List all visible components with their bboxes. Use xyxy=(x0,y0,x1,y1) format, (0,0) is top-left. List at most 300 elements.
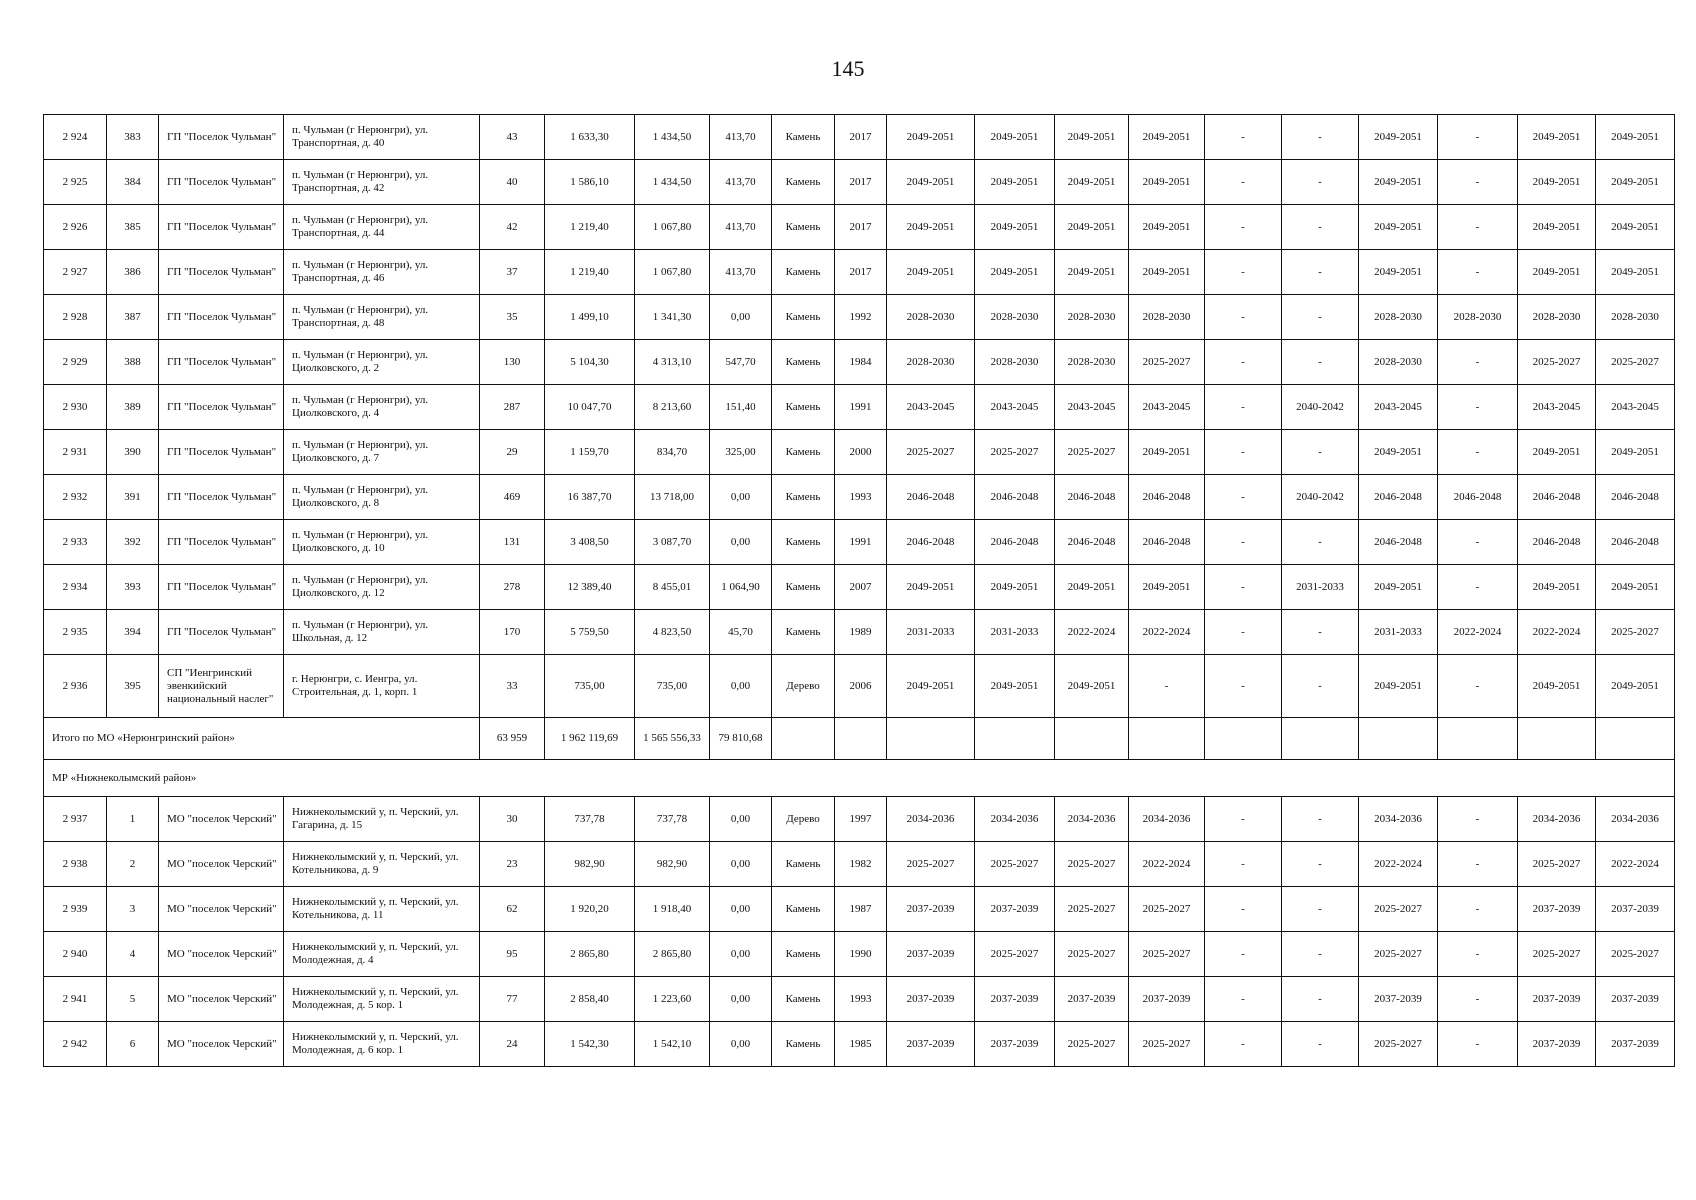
table-cell: Нижнеколымский у, п. Черский, ул. Котельникова, д. 9 xyxy=(284,842,480,887)
table-cell: 45,70 xyxy=(710,610,772,655)
table-cell: 2025-2027 xyxy=(1129,1022,1205,1067)
table-cell: 2028-2030 xyxy=(1359,295,1438,340)
table-cell: г. Нерюнгри, с. Иенгра, ул. Строительная, д. 1, корп. 1 xyxy=(284,655,480,718)
table-cell: 2025-2027 xyxy=(975,842,1055,887)
table-cell: ГП "Поселок Чульман" xyxy=(159,295,284,340)
table-cell: Камень xyxy=(772,115,835,160)
table-cell: 2025-2027 xyxy=(1055,1022,1129,1067)
table-cell: 2049-2051 xyxy=(887,565,975,610)
table-cell: Камень xyxy=(772,520,835,565)
table-cell: Камень xyxy=(772,977,835,1022)
table-cell: 1 434,50 xyxy=(635,115,710,160)
table-cell: - xyxy=(1205,430,1282,475)
table-cell: - xyxy=(1205,115,1282,160)
table-cell: п. Чульман (г Нерюнгри), ул. Школьная, д. 12 xyxy=(284,610,480,655)
table-cell: 2028-2030 xyxy=(975,295,1055,340)
table-cell: - xyxy=(1282,250,1359,295)
table-cell: 0,00 xyxy=(710,932,772,977)
table-cell: 2025-2027 xyxy=(1359,1022,1438,1067)
table-cell: 1 920,20 xyxy=(545,887,635,932)
table-cell: 1 067,80 xyxy=(635,250,710,295)
table-cell: - xyxy=(1129,655,1205,718)
table-row xyxy=(44,295,1675,340)
table-row xyxy=(44,655,1675,718)
table-cell: МО "поселок Черский" xyxy=(159,932,284,977)
table-cell: 2049-2051 xyxy=(1129,250,1205,295)
table-cell: - xyxy=(1438,520,1518,565)
table-cell: 325,00 xyxy=(710,430,772,475)
table-cell: - xyxy=(1205,520,1282,565)
table-cell: 2046-2048 xyxy=(1596,475,1675,520)
housing-register-table xyxy=(43,114,1675,1067)
table-cell: 2049-2051 xyxy=(887,205,975,250)
table-row xyxy=(44,115,1675,160)
table-cell: 2049-2051 xyxy=(1359,115,1438,160)
table-cell: 5 104,30 xyxy=(545,340,635,385)
table-cell: - xyxy=(1438,250,1518,295)
table-cell: 2043-2045 xyxy=(1129,385,1205,430)
table-cell: 387 xyxy=(107,295,159,340)
table-cell: п. Чульман (г Нерюнгри), ул. Транспортная, д. 42 xyxy=(284,160,480,205)
table-cell: - xyxy=(1205,655,1282,718)
table-cell: 1 219,40 xyxy=(545,250,635,295)
table-cell: - xyxy=(1438,1022,1518,1067)
table-cell: Камень xyxy=(772,565,835,610)
table-cell: 2025-2027 xyxy=(1055,842,1129,887)
table-cell: 1991 xyxy=(835,385,887,430)
table-cell: 0,00 xyxy=(710,1022,772,1067)
table-cell: ГП "Поселок Чульман" xyxy=(159,610,284,655)
table-cell: 2040-2042 xyxy=(1282,385,1359,430)
table-cell: ГП "Поселок Чульман" xyxy=(159,385,284,430)
table-cell: 2034-2036 xyxy=(1055,797,1129,842)
table-cell: 2037-2039 xyxy=(1596,977,1675,1022)
table-cell: 413,70 xyxy=(710,205,772,250)
table-cell: 37 xyxy=(480,250,545,295)
total-empty-cell xyxy=(835,718,887,760)
table-cell: 2025-2027 xyxy=(1518,932,1596,977)
table-cell: - xyxy=(1205,295,1282,340)
table-cell: 735,00 xyxy=(635,655,710,718)
table-cell: Камень xyxy=(772,1022,835,1067)
table-cell: 2049-2051 xyxy=(975,655,1055,718)
table-cell: 2022-2024 xyxy=(1055,610,1129,655)
table-cell: - xyxy=(1282,115,1359,160)
table-cell: 0,00 xyxy=(710,887,772,932)
table-cell: 2049-2051 xyxy=(1055,160,1129,205)
table-cell: 0,00 xyxy=(710,475,772,520)
table-cell: п. Чульман (г Нерюнгри), ул. Транспортная, д. 46 xyxy=(284,250,480,295)
table-cell: 2037-2039 xyxy=(1518,977,1596,1022)
table-row xyxy=(44,430,1675,475)
table-cell: 2049-2051 xyxy=(975,250,1055,295)
table-row xyxy=(44,340,1675,385)
table-cell: МО "поселок Черский" xyxy=(159,1022,284,1067)
table-cell: - xyxy=(1282,430,1359,475)
table-cell: 1990 xyxy=(835,932,887,977)
table-cell: 2046-2048 xyxy=(1055,475,1129,520)
table-cell: 982,90 xyxy=(545,842,635,887)
table-cell: 2049-2051 xyxy=(1055,655,1129,718)
table-cell: - xyxy=(1205,977,1282,1022)
table-cell: 2049-2051 xyxy=(1596,430,1675,475)
table-cell: 2028-2030 xyxy=(887,340,975,385)
table-cell: 2049-2051 xyxy=(1518,655,1596,718)
table-cell: 2007 xyxy=(835,565,887,610)
table-cell: 2049-2051 xyxy=(887,160,975,205)
table-cell: 1 918,40 xyxy=(635,887,710,932)
table-cell: 2 929 xyxy=(44,340,107,385)
total-empty-cell xyxy=(1359,718,1438,760)
table-cell: - xyxy=(1282,610,1359,655)
table-cell: 2046-2048 xyxy=(975,475,1055,520)
table-cell: - xyxy=(1205,610,1282,655)
table-cell: ГП "Поселок Чульман" xyxy=(159,565,284,610)
table-cell: 6 xyxy=(107,1022,159,1067)
table-cell: 2022-2024 xyxy=(1129,842,1205,887)
table-cell: 1987 xyxy=(835,887,887,932)
table-cell: 2037-2039 xyxy=(887,932,975,977)
table-cell: - xyxy=(1438,932,1518,977)
table-cell: 2049-2051 xyxy=(1055,115,1129,160)
table-cell: 2025-2027 xyxy=(1596,340,1675,385)
total-empty-cell xyxy=(975,718,1055,760)
table-cell: СП "Иенгринский эвенкийский национальный наслег" xyxy=(159,655,284,718)
table-cell: 2031-2033 xyxy=(1282,565,1359,610)
table-cell: 95 xyxy=(480,932,545,977)
table-cell: 2034-2036 xyxy=(975,797,1055,842)
table-cell: - xyxy=(1282,842,1359,887)
table-cell: Камень xyxy=(772,385,835,430)
table-cell: Камень xyxy=(772,842,835,887)
table-cell: 13 718,00 xyxy=(635,475,710,520)
table-cell: - xyxy=(1438,205,1518,250)
table-cell: 2043-2045 xyxy=(975,385,1055,430)
table-cell: 390 xyxy=(107,430,159,475)
table-cell: 5 759,50 xyxy=(545,610,635,655)
table-cell: 2 937 xyxy=(44,797,107,842)
table-cell: 2046-2048 xyxy=(887,520,975,565)
table-cell: 735,00 xyxy=(545,655,635,718)
table-cell: 2034-2036 xyxy=(1359,797,1438,842)
table-row xyxy=(44,385,1675,430)
table-cell: 2 928 xyxy=(44,295,107,340)
table-cell: п. Чульман (г Нерюнгри), ул. Циолковского, д. 12 xyxy=(284,565,480,610)
section-row xyxy=(44,760,1675,797)
table-cell: 2 927 xyxy=(44,250,107,295)
table-cell: - xyxy=(1205,842,1282,887)
table-cell: ГП "Поселок Чульман" xyxy=(159,340,284,385)
table-cell: 2 865,80 xyxy=(545,932,635,977)
total-living-area: 1 565 556,33 xyxy=(635,718,710,760)
table-row xyxy=(44,205,1675,250)
table-cell: 2037-2039 xyxy=(1055,977,1129,1022)
table-cell: 392 xyxy=(107,520,159,565)
table-cell: 2025-2027 xyxy=(1055,932,1129,977)
table-cell: 4 313,10 xyxy=(635,340,710,385)
table-cell: 2025-2027 xyxy=(1359,932,1438,977)
table-cell: 1991 xyxy=(835,520,887,565)
table-cell: 2049-2051 xyxy=(1518,565,1596,610)
table-cell: - xyxy=(1438,430,1518,475)
table-cell: 2025-2027 xyxy=(887,842,975,887)
table-cell: 2034-2036 xyxy=(887,797,975,842)
table-cell: 2 xyxy=(107,842,159,887)
table-cell: 2 942 xyxy=(44,1022,107,1067)
table-cell: 2022-2024 xyxy=(1438,610,1518,655)
table-cell: 0,00 xyxy=(710,842,772,887)
table-cell: 2028-2030 xyxy=(1518,295,1596,340)
table-cell: 2000 xyxy=(835,430,887,475)
table-cell: 2037-2039 xyxy=(887,1022,975,1067)
table-cell: 42 xyxy=(480,205,545,250)
table-cell: 33 xyxy=(480,655,545,718)
table-cell: 1 067,80 xyxy=(635,205,710,250)
table-cell: 278 xyxy=(480,565,545,610)
total-empty-cell xyxy=(1518,718,1596,760)
table-row xyxy=(44,160,1675,205)
table-cell: 2049-2051 xyxy=(1518,115,1596,160)
table-cell: 2034-2036 xyxy=(1596,797,1675,842)
table-cell: 395 xyxy=(107,655,159,718)
table-cell: 737,78 xyxy=(545,797,635,842)
table-cell: 4 xyxy=(107,932,159,977)
table-row xyxy=(44,520,1675,565)
table-cell: 2049-2051 xyxy=(1359,250,1438,295)
table-cell: 2 865,80 xyxy=(635,932,710,977)
total-residents: 63 959 xyxy=(480,718,545,760)
total-label: Итого по МО «Нерюнгринский район» xyxy=(44,718,480,760)
table-cell: 43 xyxy=(480,115,545,160)
table-cell: 1 341,30 xyxy=(635,295,710,340)
table-cell: 30 xyxy=(480,797,545,842)
table-cell: 2046-2048 xyxy=(1055,520,1129,565)
table-cell: 2049-2051 xyxy=(1055,205,1129,250)
table-cell: 8 213,60 xyxy=(635,385,710,430)
table-cell: 2025-2027 xyxy=(1596,610,1675,655)
table-cell: - xyxy=(1438,565,1518,610)
table-cell: 2031-2033 xyxy=(887,610,975,655)
table-cell: 0,00 xyxy=(710,977,772,1022)
table-cell: 386 xyxy=(107,250,159,295)
table-cell: 384 xyxy=(107,160,159,205)
table-cell: Нижнеколымский у, п. Черский, ул. Молодежная, д. 6 кор. 1 xyxy=(284,1022,480,1067)
table-cell: 2 932 xyxy=(44,475,107,520)
table-row xyxy=(44,475,1675,520)
table-cell: Дерево xyxy=(772,655,835,718)
table-cell: 2028-2030 xyxy=(1129,295,1205,340)
table-row xyxy=(44,977,1675,1022)
table-cell: 1 219,40 xyxy=(545,205,635,250)
table-cell: - xyxy=(1282,797,1359,842)
table-cell: 2022-2024 xyxy=(1596,842,1675,887)
total-empty-cell xyxy=(1205,718,1282,760)
table-cell: 2049-2051 xyxy=(1596,655,1675,718)
table-row xyxy=(44,565,1675,610)
table-cell: - xyxy=(1205,932,1282,977)
table-cell: 2049-2051 xyxy=(1596,250,1675,295)
table-cell: - xyxy=(1205,340,1282,385)
table-cell: 2025-2027 xyxy=(1129,887,1205,932)
table-cell: 2022-2024 xyxy=(1518,610,1596,655)
table-cell: Нижнеколымский у, п. Черский, ул. Молодежная, д. 4 xyxy=(284,932,480,977)
table-cell: - xyxy=(1205,160,1282,205)
table-cell: 12 389,40 xyxy=(545,565,635,610)
table-cell: 413,70 xyxy=(710,250,772,295)
table-cell: - xyxy=(1438,977,1518,1022)
table-cell: 2025-2027 xyxy=(1129,340,1205,385)
table-cell: 2049-2051 xyxy=(1518,160,1596,205)
table-row xyxy=(44,250,1675,295)
table-cell: 1 542,30 xyxy=(545,1022,635,1067)
table-cell: 383 xyxy=(107,115,159,160)
table-cell: - xyxy=(1438,655,1518,718)
table-cell: - xyxy=(1282,520,1359,565)
table-row xyxy=(44,1022,1675,1067)
table-cell: 2049-2051 xyxy=(1359,655,1438,718)
table-cell: 1 542,10 xyxy=(635,1022,710,1067)
table-body-neryungri xyxy=(44,115,1675,718)
page-number: 145 xyxy=(831,56,865,81)
table-cell: 2037-2039 xyxy=(1596,1022,1675,1067)
table-cell: Камень xyxy=(772,430,835,475)
table-cell: Дерево xyxy=(772,797,835,842)
table-cell: 469 xyxy=(480,475,545,520)
table-cell: - xyxy=(1205,250,1282,295)
table-cell: ГП "Поселок Чульман" xyxy=(159,160,284,205)
table-cell: - xyxy=(1438,160,1518,205)
table-cell: 834,70 xyxy=(635,430,710,475)
table-cell: 2037-2039 xyxy=(1359,977,1438,1022)
table-cell: 10 047,70 xyxy=(545,385,635,430)
table-cell: 40 xyxy=(480,160,545,205)
table-cell: Камень xyxy=(772,932,835,977)
table-cell: Камень xyxy=(772,475,835,520)
table-cell: 2049-2051 xyxy=(1129,430,1205,475)
table-cell: ГП "Поселок Чульман" xyxy=(159,475,284,520)
table-cell: 2046-2048 xyxy=(1359,520,1438,565)
table-cell: Камень xyxy=(772,887,835,932)
table-cell: 2031-2033 xyxy=(1359,610,1438,655)
table-cell: 2 934 xyxy=(44,565,107,610)
table-cell: - xyxy=(1205,797,1282,842)
table-cell: - xyxy=(1282,655,1359,718)
table-cell: 2 926 xyxy=(44,205,107,250)
table-cell: 2 939 xyxy=(44,887,107,932)
table-cell: 2025-2027 xyxy=(1359,887,1438,932)
table-row xyxy=(44,797,1675,842)
table-cell: 2028-2030 xyxy=(1055,340,1129,385)
table-cell: Камень xyxy=(772,610,835,655)
table-cell: 2028-2030 xyxy=(1596,295,1675,340)
table-cell: 2049-2051 xyxy=(1055,565,1129,610)
table-cell: 2049-2051 xyxy=(1359,565,1438,610)
table-cell: 389 xyxy=(107,385,159,430)
table-cell: ГП "Поселок Чульман" xyxy=(159,115,284,160)
table-row xyxy=(44,842,1675,887)
table-cell: 2049-2051 xyxy=(887,655,975,718)
table-cell: 2040-2042 xyxy=(1282,475,1359,520)
table-cell: 2046-2048 xyxy=(1129,475,1205,520)
table-cell: Камень xyxy=(772,340,835,385)
table-cell: Нижнеколымский у, п. Черский, ул. Котельникова, д. 11 xyxy=(284,887,480,932)
table-cell: 5 xyxy=(107,977,159,1022)
table-cell: 547,70 xyxy=(710,340,772,385)
total-row xyxy=(44,718,1675,760)
table-cell: 2049-2051 xyxy=(1359,205,1438,250)
table-cell: 1985 xyxy=(835,1022,887,1067)
table-cell: 2017 xyxy=(835,205,887,250)
table-body-nizhnekolymsky xyxy=(44,797,1675,1067)
table-cell: 2017 xyxy=(835,250,887,295)
table-cell: 1989 xyxy=(835,610,887,655)
table-cell: Камень xyxy=(772,205,835,250)
table-cell: 2049-2051 xyxy=(1596,565,1675,610)
table-cell: Камень xyxy=(772,295,835,340)
table-cell: 2049-2051 xyxy=(1129,205,1205,250)
table-cell: Нижнеколымский у, п. Черский, ул. Молодежная, д. 5 кор. 1 xyxy=(284,977,480,1022)
table-cell: - xyxy=(1282,1022,1359,1067)
table-cell: 2 933 xyxy=(44,520,107,565)
table-cell: 4 823,50 xyxy=(635,610,710,655)
table-cell: - xyxy=(1438,340,1518,385)
table-cell: 170 xyxy=(480,610,545,655)
table-cell: 388 xyxy=(107,340,159,385)
table-cell: 62 xyxy=(480,887,545,932)
total-empty-cell xyxy=(1282,718,1359,760)
table-row xyxy=(44,887,1675,932)
table-cell: 394 xyxy=(107,610,159,655)
table-cell: 2 931 xyxy=(44,430,107,475)
table-cell: МО "поселок Черский" xyxy=(159,797,284,842)
table-cell: 2025-2027 xyxy=(1518,340,1596,385)
table-cell: ГП "Поселок Чульман" xyxy=(159,430,284,475)
table-cell: 2049-2051 xyxy=(1129,565,1205,610)
table-cell: МО "поселок Черский" xyxy=(159,977,284,1022)
table-row xyxy=(44,610,1675,655)
total-empty-cell xyxy=(1596,718,1675,760)
table-cell: 3 408,50 xyxy=(545,520,635,565)
table-cell: 2046-2048 xyxy=(887,475,975,520)
table-cell: 1 434,50 xyxy=(635,160,710,205)
table-cell: 29 xyxy=(480,430,545,475)
total-area: 1 962 119,69 xyxy=(545,718,635,760)
table-cell: - xyxy=(1205,205,1282,250)
table-cell: 0,00 xyxy=(710,655,772,718)
table-cell: 1 064,90 xyxy=(710,565,772,610)
table-cell: 1 xyxy=(107,797,159,842)
table-cell: п. Чульман (г Нерюнгри), ул. Циолковского, д. 2 xyxy=(284,340,480,385)
table-cell: 385 xyxy=(107,205,159,250)
table-cell: п. Чульман (г Нерюнгри), ул. Циолковского, д. 10 xyxy=(284,520,480,565)
table-cell: 2037-2039 xyxy=(975,1022,1055,1067)
table-cell: 2049-2051 xyxy=(1518,430,1596,475)
table-cell: п. Чульман (г Нерюнгри), ул. Транспортная, д. 44 xyxy=(284,205,480,250)
table-cell: - xyxy=(1438,887,1518,932)
table-cell: 2022-2024 xyxy=(1359,842,1438,887)
table-cell: 2046-2048 xyxy=(1129,520,1205,565)
table-cell: п. Чульман (г Нерюнгри), ул. Транспортная, д. 48 xyxy=(284,295,480,340)
table-cell: - xyxy=(1282,887,1359,932)
table-cell: п. Чульман (г Нерюнгри), ул. Циолковского, д. 8 xyxy=(284,475,480,520)
table-cell: - xyxy=(1282,295,1359,340)
table-cell: 2043-2045 xyxy=(1596,385,1675,430)
table-cell: 2025-2027 xyxy=(887,430,975,475)
table-cell: 1 499,10 xyxy=(545,295,635,340)
table-cell: 0,00 xyxy=(710,295,772,340)
table-cell: 77 xyxy=(480,977,545,1022)
table-cell: 2049-2051 xyxy=(887,115,975,160)
